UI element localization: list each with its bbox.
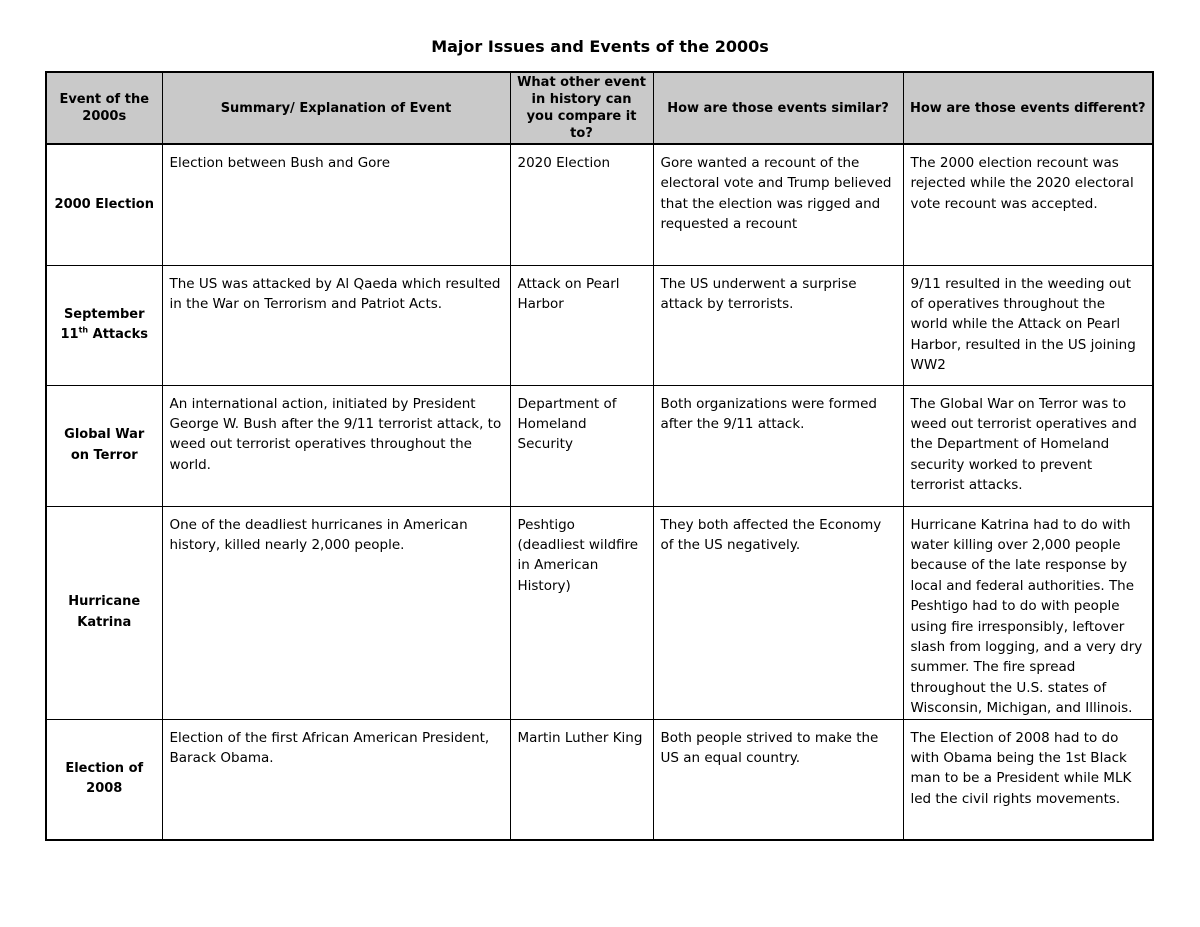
header-different: How are those events different? xyxy=(903,72,1153,144)
compare-cell: Department of Homeland Security xyxy=(510,385,653,506)
event-cell: Hurricane Katrina xyxy=(46,506,162,719)
different-cell: The 2000 election recount was rejected while the 2020 electoral vote recount was accepted. xyxy=(903,144,1153,265)
header-compare: What other event in history can you compare it to? xyxy=(510,72,653,144)
event-cell: Global War on Terror xyxy=(46,385,162,506)
summary-cell: One of the deadliest hurricanes in American history, killed nearly 2,000 people. xyxy=(162,506,510,719)
summary-cell: Election between Bush and Gore xyxy=(162,144,510,265)
event-ordinal-suffix: th xyxy=(78,325,89,335)
event-cell: 2000 Election xyxy=(46,144,162,265)
compare-cell: Martin Luther King xyxy=(510,719,653,840)
events-table xyxy=(45,71,1154,841)
summary-cell: Election of the first African American President, Barack Obama. xyxy=(162,719,510,840)
header-summary: Summary/ Explanation of Event xyxy=(162,72,510,144)
different-cell: 9/11 resulted in the weeding out of operatives throughout the world while the Attack on Pearl Harbor, resulted in the US joining WW2 xyxy=(903,265,1153,385)
summary-cell: The US was attacked by Al Qaeda which resulted in the War on Terrorism and Patriot Acts. xyxy=(162,265,510,385)
compare-cell: Peshtigo (deadliest wildfire in American History) xyxy=(510,506,653,719)
table-row xyxy=(46,719,1153,840)
table-row xyxy=(46,506,1153,719)
event-cell xyxy=(46,265,162,385)
event-number: 11 xyxy=(60,327,79,342)
event-line: Attacks xyxy=(88,327,148,342)
compare-cell: 2020 Election xyxy=(510,144,653,265)
different-cell: The Election of 2008 had to do with Obama being the 1st Black man to be a President while MLK led the civil rights movements. xyxy=(903,719,1153,840)
similar-cell: Both people strived to make the US an equal country. xyxy=(653,719,903,840)
table-row xyxy=(46,385,1153,506)
similar-cell: They both affected the Economy of the US negatively. xyxy=(653,506,903,719)
table-row xyxy=(46,265,1153,385)
event-cell: Election of 2008 xyxy=(46,719,162,840)
compare-cell: Attack on Pearl Harbor xyxy=(510,265,653,385)
header-similar: How are those events similar? xyxy=(653,72,903,144)
similar-cell: Gore wanted a recount of the electoral vote and Trump believed that the election was rigged and requested a recount xyxy=(653,144,903,265)
event-line: September xyxy=(63,306,145,322)
header-event: Event of the 2000s xyxy=(46,72,162,144)
summary-cell: An international action, initiated by President George W. Bush after the 9/11 terrorist attack, to weed out terrorist operatives throughout the world. xyxy=(162,385,510,506)
page-title: Major Issues and Events of the 2000s xyxy=(431,37,769,56)
similar-cell: The US underwent a surprise attack by terrorists. xyxy=(653,265,903,385)
similar-cell: Both organizations were formed after the 9/11 attack. xyxy=(653,385,903,506)
table-header-row xyxy=(46,72,1153,144)
different-cell: The Global War on Terror was to weed out terrorist operatives and the Department of Homeland security worked to prevent terrorist attacks. xyxy=(903,385,1153,506)
table-row xyxy=(46,144,1153,265)
different-cell: Hurricane Katrina had to do with water killing over 2,000 people because of the late response by local and federal authorities. The Peshtigo had to do with people using fire irresponsibly, leftover slash from logging, and a very dry summer. The fire spread throughout the U.S. states of Wisconsin, Michigan, and Illinois. xyxy=(903,506,1153,719)
